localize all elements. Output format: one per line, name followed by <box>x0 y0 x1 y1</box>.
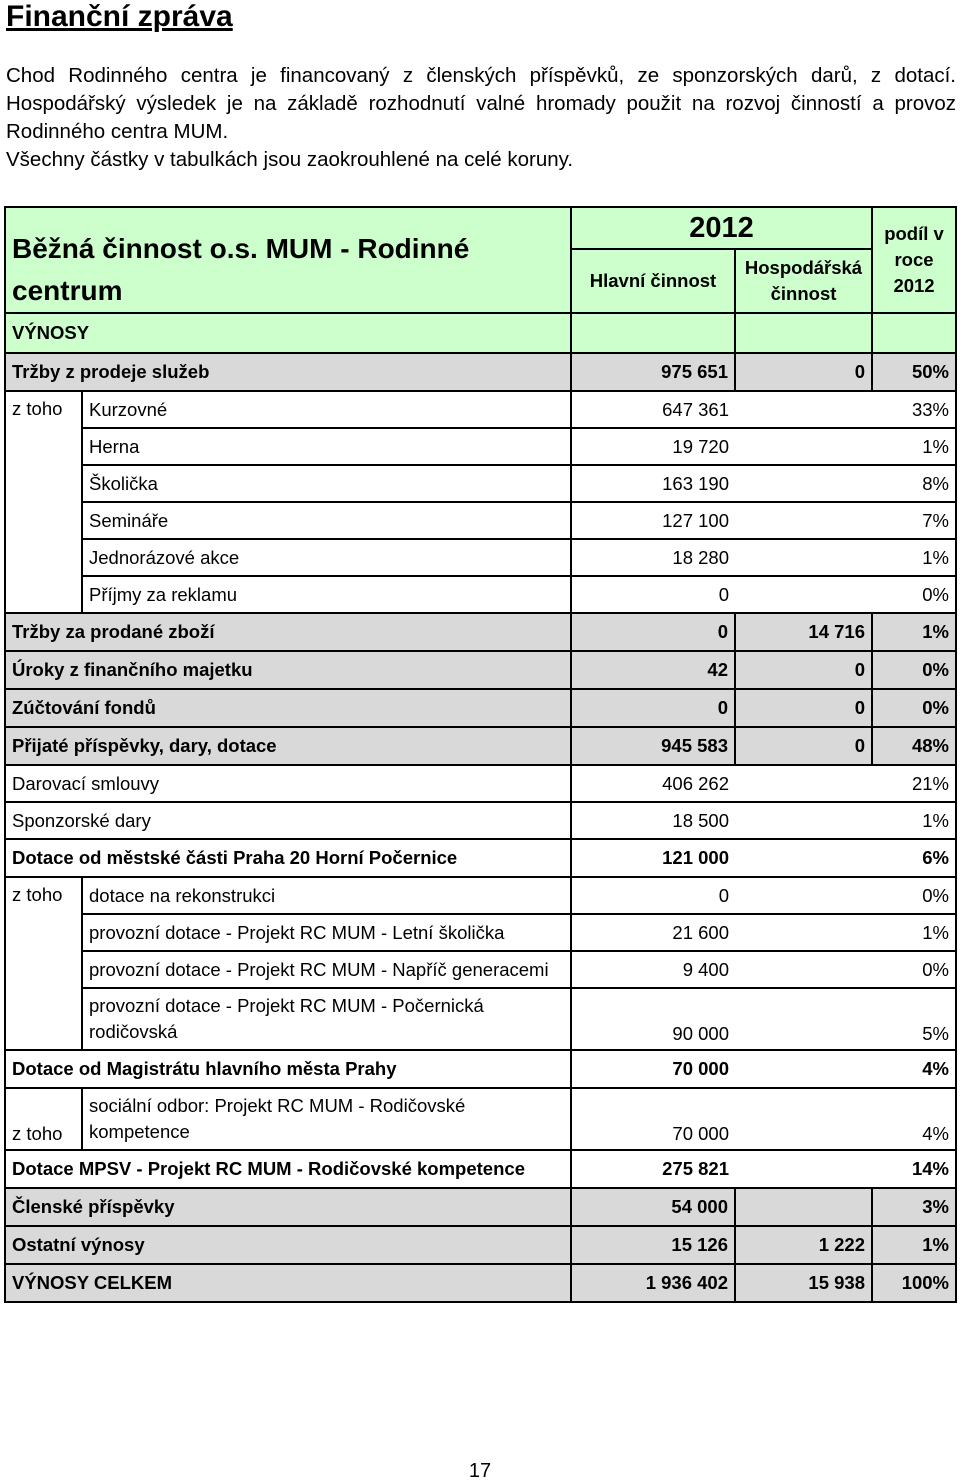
share-value: 4% <box>872 1088 956 1150</box>
row-label: dotace na rekonstrukci <box>82 877 571 914</box>
row-label: sociální odbor: Projekt RC MUM - Rodičovské kompetence <box>82 1088 571 1150</box>
share-value: 5% <box>872 988 956 1050</box>
table-row <box>5 465 956 502</box>
year-header: 2012 <box>571 207 872 249</box>
share-value: 33% <box>872 391 956 428</box>
share-value: 14% <box>872 1150 956 1188</box>
main-value: 647 361 <box>571 391 735 428</box>
share-value: 50% <box>872 353 956 391</box>
table-row <box>5 988 956 1050</box>
table-row <box>5 1226 956 1264</box>
share-value: 21% <box>872 765 956 802</box>
row-label: Školička <box>82 465 571 502</box>
econ-value: 15 938 <box>735 1264 872 1302</box>
table-row <box>5 651 956 689</box>
share-value: 1% <box>872 1226 956 1264</box>
table-row <box>5 1050 956 1088</box>
main-value: 21 600 <box>571 914 735 951</box>
main-value: 0 <box>571 576 735 613</box>
economic-activity-header: Hospodářská činnost <box>735 249 872 313</box>
main-value: 0 <box>571 613 735 651</box>
table-header-row <box>5 207 956 249</box>
ztoho-label: z toho <box>5 1088 82 1150</box>
econ-value: 0 <box>735 353 872 391</box>
row-label: Dotace MPSV - Projekt RC MUM - Rodičovské kompetence <box>5 1150 571 1188</box>
main-activity-header: Hlavní činnost <box>571 249 735 313</box>
row-label: Herna <box>82 428 571 465</box>
rounding-note: Všechny částky v tabulkách jsou zaokrouhlené na celé koruny. <box>6 148 574 171</box>
share-value: 1% <box>872 914 956 951</box>
table-row <box>5 576 956 613</box>
main-value: 9 400 <box>571 951 735 988</box>
table-row <box>5 428 956 465</box>
table-row <box>5 1150 956 1188</box>
econ-value: 0 <box>735 651 872 689</box>
table-row <box>5 391 956 428</box>
main-value: 18 280 <box>571 539 735 576</box>
share-value: 4% <box>872 1050 956 1088</box>
row-label: Tržby za prodané zboží <box>5 613 571 651</box>
row-label: Tržby z prodeje služeb <box>5 353 571 391</box>
page-number: 17 <box>468 1460 492 1482</box>
page-heading: Finanční zpráva <box>6 0 233 33</box>
share-value: 1% <box>872 802 956 839</box>
row-label: Zúčtování fondů <box>5 689 571 727</box>
row-label: provozní dotace - Projekt RC MUM - Napříč generacemi <box>82 951 571 988</box>
econ-value: 0 <box>735 689 872 727</box>
share-value: 0% <box>872 689 956 727</box>
main-value: 163 190 <box>571 465 735 502</box>
share-value: 6% <box>872 839 956 877</box>
row-label: Sponzorské dary <box>5 802 571 839</box>
share-value: 7% <box>872 502 956 539</box>
row-label: Ostatní výnosy <box>5 1226 571 1264</box>
econ-value: 0 <box>735 727 872 765</box>
main-value: 54 000 <box>571 1188 735 1226</box>
row-label: Kurzovné <box>82 391 571 428</box>
main-value: 0 <box>571 877 735 914</box>
econ-value: 14 716 <box>735 613 872 651</box>
table-row <box>5 353 956 391</box>
table-row <box>5 914 956 951</box>
table-row <box>5 802 956 839</box>
main-value: 70 000 <box>571 1088 735 1150</box>
table-title: Běžná činnost o.s. MUM - Rodinné centrum <box>5 207 571 313</box>
section-row <box>5 313 956 353</box>
share-value: 1% <box>872 613 956 651</box>
share-value: 0% <box>872 951 956 988</box>
table-row <box>5 502 956 539</box>
share-value: 3% <box>872 1188 956 1226</box>
main-value: 1 936 402 <box>571 1264 735 1302</box>
table-row <box>5 539 956 576</box>
total-row <box>5 1264 956 1302</box>
table-row <box>5 877 956 914</box>
intro-paragraph: Chod Rodinného centra je financovaný z členských příspěvků, ze sponzorských darů, z dotací. Hospodářský výsledek je na základě rozhodnutí valné hromady použit na rozvoj činností a provoz Rodinného centra MUM. <box>6 64 956 143</box>
row-label: Semináře <box>82 502 571 539</box>
main-value: 121 000 <box>571 839 735 877</box>
main-value: 406 262 <box>571 765 735 802</box>
row-label: Přijaté příspěvky, dary, dotace <box>5 727 571 765</box>
main-value: 90 000 <box>571 988 735 1050</box>
ztoho-label: z toho <box>5 391 82 613</box>
row-label: Jednorázové akce <box>82 539 571 576</box>
main-value: 19 720 <box>571 428 735 465</box>
table-row <box>5 727 956 765</box>
main-value: 945 583 <box>571 727 735 765</box>
row-label: Darovací smlouvy <box>5 765 571 802</box>
row-label: Úroky z finančního majetku <box>5 651 571 689</box>
row-label: VÝNOSY CELKEM <box>5 1264 571 1302</box>
row-label: provozní dotace - Projekt RC MUM - Počernická rodičovská <box>82 988 571 1050</box>
row-label: Dotace od Magistrátu hlavního města Prahy <box>5 1050 571 1088</box>
table-row <box>5 689 956 727</box>
main-value: 975 651 <box>571 353 735 391</box>
row-label: Příjmy za reklamu <box>82 576 571 613</box>
share-value: 48% <box>872 727 956 765</box>
row-label: provozní dotace - Projekt RC MUM - Letní školička <box>82 914 571 951</box>
share-value: 1% <box>872 539 956 576</box>
ztoho-label: z toho <box>5 877 82 1050</box>
share-header: podíl v roce 2012 <box>872 207 956 313</box>
row-label: Dotace od městské části Praha 20 Horní Počernice <box>5 839 571 877</box>
econ-value: 1 222 <box>735 1226 872 1264</box>
main-value: 18 500 <box>571 802 735 839</box>
table-row <box>5 951 956 988</box>
section-label: VÝNOSY <box>5 313 571 353</box>
main-value: 42 <box>571 651 735 689</box>
table-row <box>5 1088 956 1150</box>
table-row <box>5 613 956 651</box>
table-row <box>5 765 956 802</box>
share-value: 1% <box>872 428 956 465</box>
main-value: 275 821 <box>571 1150 735 1188</box>
row-label: Členské příspěvky <box>5 1188 571 1226</box>
share-value: 8% <box>872 465 956 502</box>
main-value: 127 100 <box>571 502 735 539</box>
table-row <box>5 839 956 877</box>
main-value: 0 <box>571 689 735 727</box>
revenue-table <box>4 206 957 1303</box>
share-value: 0% <box>872 576 956 613</box>
share-value: 0% <box>872 651 956 689</box>
share-value: 0% <box>872 877 956 914</box>
intro-text <box>6 62 956 174</box>
main-value: 15 126 <box>571 1226 735 1264</box>
table-row <box>5 1188 956 1226</box>
share-value: 100% <box>872 1264 956 1302</box>
main-value: 70 000 <box>571 1050 735 1088</box>
